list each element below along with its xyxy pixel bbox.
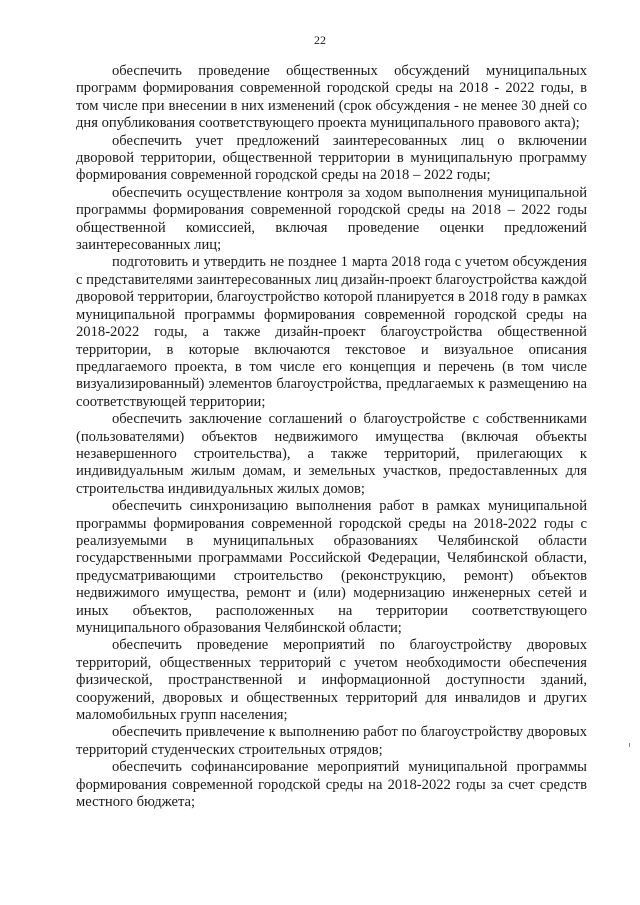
paragraph-cofinancing: обеспечить софинансирование мероприятий муниципальной программы формирования современной городской среды на 2018-2022 годы за счет средств местного бюджета; (76, 759, 587, 811)
page-number: 22 (314, 33, 326, 47)
paragraph-agreements: обеспечить заключение соглашений о благоустройстве с собственниками (пользователями) объектов недвижимого имущества (включая объекты незавершенного строительства), а также территорий, прилегающих к индивидуальным жилым домам, и земельных участков, предоставленных для строительства индивидуальных жилых домов; (76, 411, 587, 497)
document-body (76, 63, 587, 811)
paragraph-student-teams: обеспечить привлечение к выполнению работ по благоустройству дворовых территорий студенческих строительных отрядов; (76, 724, 587, 758)
paragraph-design-project: подготовить и утвердить не позднее 1 марта 2018 года с учетом обсуждения с представителями заинтересованных лиц дизайн-проект благоустройства каждой дворовой территории, благоустройство которой планируется в 2018 году в рамках муниципальной программы формирования современной городской среды на 2018-2022 годы, а также дизайн-проект благоустройства общественной территории, в которые включаются текстовое и визуальное описания предлагаемого проекта, в том числе его концепция и перечень (в том числе визуализированный) элементов благоустройства, предлагаемых к размещению на соответствующей территории; (76, 254, 587, 410)
paragraph-accessibility: обеспечить проведение мероприятий по благоустройству дворовых территорий, общественных территорий с учетом необходимости обеспечения физической, пространственной и информационной доступности зданий, сооружений, дворовых и общественных территорий для инвалидов и других маломобильных групп населения; (76, 637, 587, 724)
paragraph-synchronization: обеспечить синхронизацию выполнения работ в рамках муниципальной программы формирования современной городской среды на 2018-2022 годы с реализуемыми в муниципальных образованиях Челябинской области государственными программами Российской Федерации, Челябинской области, предусматривающими строительство (реконструкцию, ремонт) объектов недвижимого имущества, ремонт и (или) модернизацию инженерных сетей и иных объектов, расположенных на территории соответствующего муниципального образования Челябинской области; (76, 498, 587, 636)
paragraph-public-discussion: обеспечить проведение общественных обсуждений муниципальных программ формирования современной городской среды на 2018 - 2022 годы, в том числе при внесении в них изменений (срок обсуждения - не менее 30 дней со дня опубликования соответствующего проекта муниципального правового акта); (76, 63, 587, 132)
paragraph-control: обеспечить осуществление контроля за ходом выполнения муниципальной программы формирования современной городской среды на 2018 – 2022 годы общественной комиссией, включая проведение оценки предложений заинтересованных лиц; (76, 184, 587, 254)
paragraph-proposals-accounting: обеспечить учет предложений заинтересованных лиц о включении дворовой территории, общественной территории в муниципальную программу формирования современной городской среды на 2018 – 2022 годы; (76, 132, 587, 184)
scan-margin-mark (629, 743, 630, 747)
